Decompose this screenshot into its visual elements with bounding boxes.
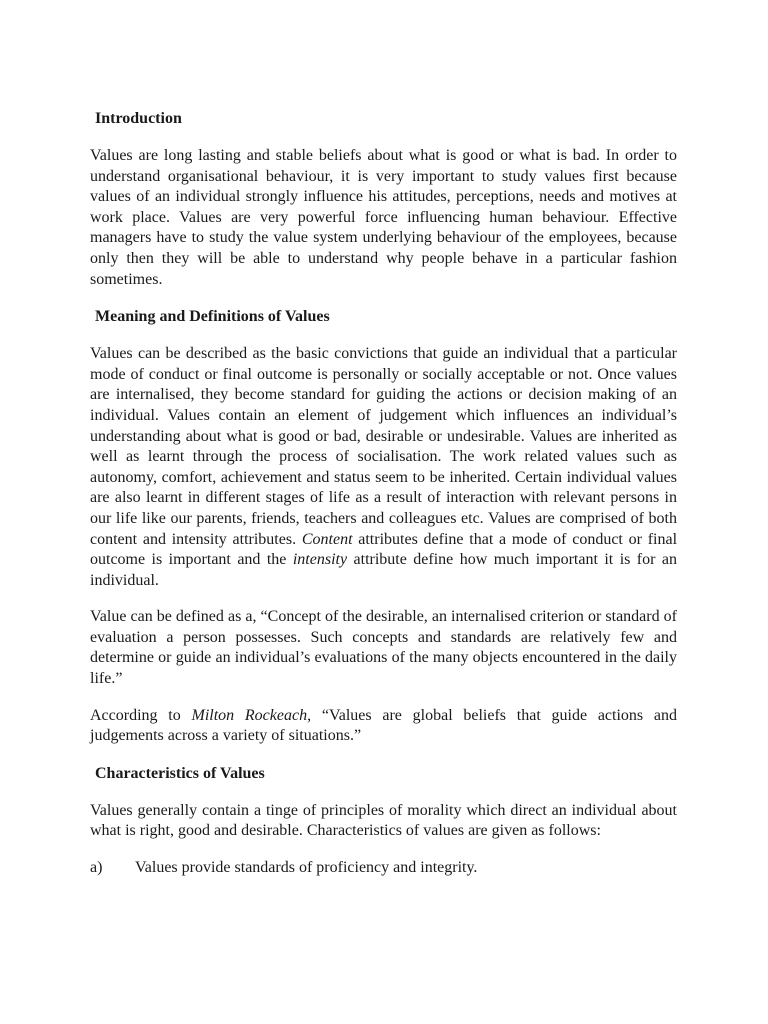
heading-meaning-definitions: Meaning and Definitions of Values [95, 308, 330, 326]
rokeach-text-1: According to [90, 706, 192, 724]
paragraph-meaning-text-3: attribute define how much important it is for an individual. [90, 551, 678, 589]
paragraph-meaning [90, 344, 677, 591]
list-marker: a) [90, 859, 103, 877]
paragraph-meaning-text-2: attributes define that a mode of conduct or final outcome is important and the [90, 530, 678, 569]
emphasis-intensity: intensity [292, 551, 348, 569]
paragraph-characteristics: Values generally contain a tinge of principles of morality which direct an individual about what is right, good and desirable. Characteristics of values are given as follows: [90, 801, 677, 840]
heading-characteristics: Characteristics of Values [95, 764, 265, 782]
emphasis-content: Content [301, 530, 353, 548]
list-item-text: Values provide standards of proficiency and integrity. [135, 859, 478, 877]
document-page [90, 108, 677, 879]
paragraph-value-definition: Value can be defined as a, “Concept of the desirable, an internalised criterion or standard of evaluation a person possesses. Such concepts and standards are relatively few and determine or guide an individual’s evaluations of the many objects encountered in the daily life.” [90, 608, 677, 688]
paragraph-introduction: Values are long lasting and stable beliefs about what is good or what is bad. In order to understand organisational behaviour, it is very important to study values first because values of an individual strongly influence his attitudes, perceptions, needs and motives at work place. Values are very powerful force influencing human behaviour. Effective managers have to study the value system underlying behaviour of the employees, because only then they will be able to understand why people behave in a particular fashion sometimes. [90, 147, 677, 288]
heading-introduction: Introduction [95, 110, 182, 127]
list-item [90, 858, 677, 879]
paragraph-rokeach-quote [90, 706, 677, 747]
emphasis-milton-rockeach: Milton Rockeach [191, 706, 308, 724]
paragraph-meaning-text-1: Values can be described as the basic convictions that guide an individual that a particular mode of conduct or final outcome is personally or socially acceptable or not. Once values are internalised, they become standard for guiding the actions or decision making of an individual. Values contain an element of judgement which influences an individual’s understanding about what is good or bad, desirable or undesirable. Values are inherited as well as learnt through the process of socialisation. The work related values such as autonomy, comfort, achievement and status seem to be inherited. Certain individual values are also learnt in different stages of life as a result of interaction with relevant persons in our life like our parents, friends, teachers and colleagues etc. Values are comprised of both content and intensity attributes. [90, 345, 677, 548]
rokeach-text-2: , “Values are global beliefs that guide actions and judgements across a variety of situations.” [90, 706, 678, 745]
